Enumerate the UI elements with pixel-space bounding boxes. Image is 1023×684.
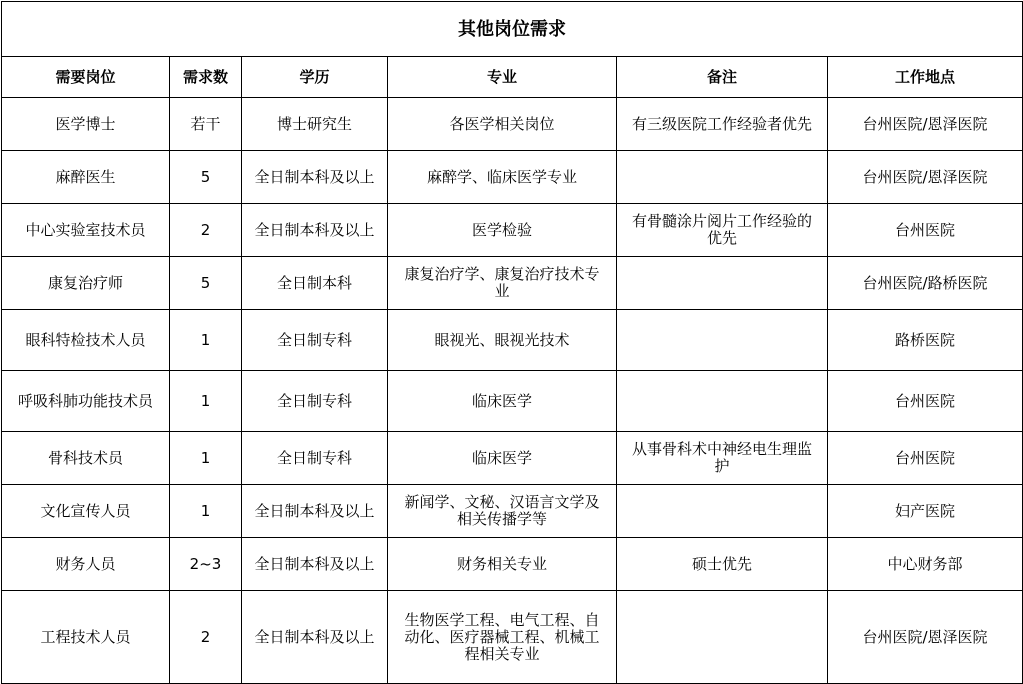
cell-location: 路桥医院 [828, 310, 1023, 371]
cell-count: 5 [170, 257, 242, 310]
header-count: 需求数 [170, 57, 242, 98]
cell-position: 麻醉医生 [2, 151, 170, 204]
cell-note [617, 310, 828, 371]
cell-location: 妇产医院 [828, 485, 1023, 538]
cell-location: 台州医院 [828, 204, 1023, 257]
cell-note: 有三级医院工作经验者优先 [617, 98, 828, 151]
cell-position: 骨科技术员 [2, 432, 170, 485]
cell-position: 呼吸科肺功能技术员 [2, 371, 170, 432]
header-education: 学历 [242, 57, 388, 98]
cell-location: 台州医院 [828, 432, 1023, 485]
table-row [2, 538, 1023, 591]
recruitment-sheet [1, 1, 1022, 678]
cell-note: 硕士优先 [617, 538, 828, 591]
cell-count: 1 [170, 371, 242, 432]
cell-count: 2~3 [170, 538, 242, 591]
table-row [2, 257, 1023, 310]
cell-location: 中心财务部 [828, 538, 1023, 591]
cell-education: 全日制专科 [242, 371, 388, 432]
cell-count: 2 [170, 204, 242, 257]
table-row [2, 591, 1023, 684]
cell-major: 麻醉学、临床医学专业 [388, 151, 617, 204]
cell-location: 台州医院/恩泽医院 [828, 151, 1023, 204]
table-row [2, 371, 1023, 432]
cell-education: 全日制本科及以上 [242, 151, 388, 204]
cell-education: 全日制本科及以上 [242, 591, 388, 684]
cell-education: 全日制本科及以上 [242, 538, 388, 591]
cell-count: 5 [170, 151, 242, 204]
cell-count: 若干 [170, 98, 242, 151]
table-title: 其他岗位需求 [2, 2, 1023, 57]
cell-note [617, 257, 828, 310]
cell-education: 全日制专科 [242, 310, 388, 371]
header-location: 工作地点 [828, 57, 1023, 98]
header-row [2, 57, 1023, 98]
cell-count: 1 [170, 310, 242, 371]
cell-education: 博士研究生 [242, 98, 388, 151]
cell-major: 生物医学工程、电气工程、自动化、医疗器械工程、机械工程相关专业 [388, 591, 617, 684]
cell-position: 医学博士 [2, 98, 170, 151]
cell-position: 中心实验室技术员 [2, 204, 170, 257]
header-position: 需要岗位 [2, 57, 170, 98]
cell-note [617, 591, 828, 684]
cell-major: 临床医学 [388, 371, 617, 432]
cell-major: 临床医学 [388, 432, 617, 485]
cell-location: 台州医院 [828, 371, 1023, 432]
cell-major: 眼视光、眼视光技术 [388, 310, 617, 371]
table-row [2, 432, 1023, 485]
table-row [2, 204, 1023, 257]
table-row [2, 98, 1023, 151]
cell-position: 康复治疗师 [2, 257, 170, 310]
cell-position: 眼科特检技术人员 [2, 310, 170, 371]
positions-table [1, 1, 1023, 684]
cell-note [617, 371, 828, 432]
cell-major: 财务相关专业 [388, 538, 617, 591]
cell-location: 台州医院/恩泽医院 [828, 591, 1023, 684]
cell-major: 医学检验 [388, 204, 617, 257]
table-row [2, 485, 1023, 538]
cell-count: 2 [170, 591, 242, 684]
cell-major: 新闻学、文秘、汉语言文学及相关传播学等 [388, 485, 617, 538]
cell-major: 康复治疗学、康复治疗技术专业 [388, 257, 617, 310]
cell-count: 1 [170, 485, 242, 538]
cell-position: 文化宣传人员 [2, 485, 170, 538]
cell-education: 全日制本科 [242, 257, 388, 310]
cell-position: 工程技术人员 [2, 591, 170, 684]
cell-note: 从事骨科术中神经电生理监护 [617, 432, 828, 485]
cell-count: 1 [170, 432, 242, 485]
cell-position: 财务人员 [2, 538, 170, 591]
cell-education: 全日制专科 [242, 432, 388, 485]
cell-major: 各医学相关岗位 [388, 98, 617, 151]
title-row [2, 2, 1023, 57]
cell-location: 台州医院/恩泽医院 [828, 98, 1023, 151]
header-major: 专业 [388, 57, 617, 98]
cell-note: 有骨髓涂片阅片工作经验的优先 [617, 204, 828, 257]
table-row [2, 310, 1023, 371]
cell-education: 全日制本科及以上 [242, 204, 388, 257]
cell-note [617, 485, 828, 538]
cell-education: 全日制本科及以上 [242, 485, 388, 538]
table-row [2, 151, 1023, 204]
header-note: 备注 [617, 57, 828, 98]
cell-location: 台州医院/路桥医院 [828, 257, 1023, 310]
cell-note [617, 151, 828, 204]
